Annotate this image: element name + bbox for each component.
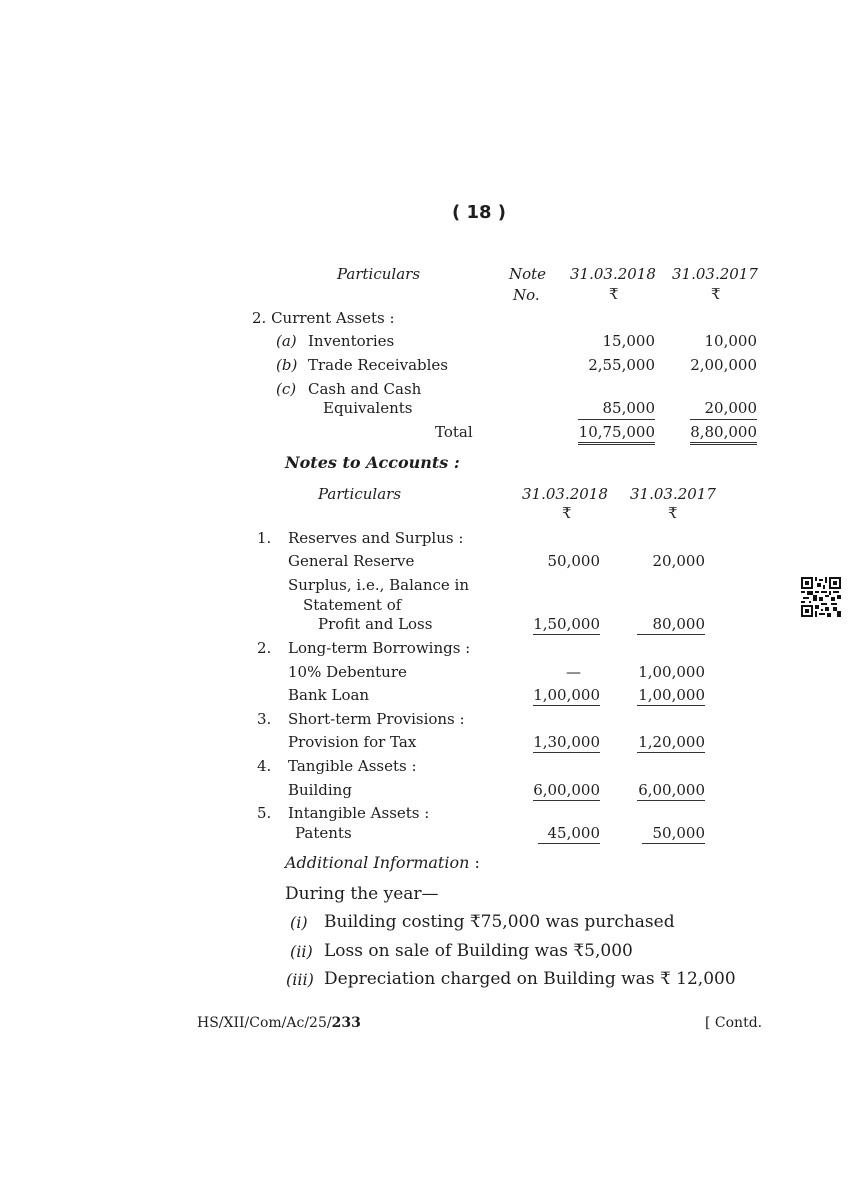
rupee-icon: ₹ — [562, 504, 572, 522]
rupee-icon: ₹ — [668, 504, 678, 522]
row-label: Trade Receivables — [308, 356, 449, 374]
additional-heading: Additional Information — [285, 853, 470, 872]
value-2017: 50,000 — [642, 824, 705, 844]
value-2018: 2,55,000 — [588, 356, 655, 374]
rupee-icon: ₹ — [609, 285, 619, 303]
item-mark: (iii) — [286, 970, 314, 989]
note-number: 1. — [257, 529, 272, 547]
value-2017: 20,000 — [652, 552, 705, 570]
value-2017: 10,000 — [704, 332, 757, 350]
footer-code: HS/XII/Com/Ac/25/ — [197, 1015, 332, 1031]
total-2017: 8,80,000 — [690, 423, 757, 445]
header-note: Note — [509, 265, 547, 283]
note-number: 3. — [257, 710, 272, 728]
note-title: Intangible Assets : — [288, 804, 430, 822]
note-number: 4. — [257, 757, 272, 775]
value-2018: 15,000 — [602, 332, 655, 350]
value-2017: 6,00,000 — [638, 781, 705, 799]
row-mark: (b) — [276, 356, 298, 374]
row-mark: (a) — [276, 332, 297, 350]
note-title: Reserves and Surplus : — [288, 529, 464, 547]
header-note-no: No. — [513, 286, 540, 304]
value-2018: 85,000 — [602, 399, 655, 417]
footer-code-bold: 233 — [331, 1015, 361, 1031]
value-2017: 2,00,000 — [690, 356, 757, 374]
value-2017: 80,000 — [637, 615, 705, 635]
value-2017: 1,20,000 — [638, 733, 705, 751]
note-title: Short-term Provisions : — [288, 710, 465, 728]
during-year: During the year— — [285, 884, 439, 904]
value-2017: 1,00,000 — [638, 686, 705, 704]
rupee-icon: ₹ — [711, 285, 721, 303]
value-2018: 50,000 — [547, 552, 600, 570]
value-2017: 20,000 — [704, 399, 757, 417]
value-2018: 45,000 — [538, 824, 600, 844]
notes-heading: Notes to Accounts : — [285, 453, 460, 472]
note-title: Long-term Borrowings : — [288, 639, 471, 657]
notes-header-particulars: Particulars — [318, 485, 402, 503]
row-label: Cash and Cash — [308, 380, 422, 398]
header-particulars: Particulars — [337, 265, 421, 283]
value-2017: 1,00,000 — [638, 663, 705, 681]
item-text: Loss on sale of Building was ₹5,000 — [324, 941, 633, 961]
value-2018: 6,00,000 — [533, 781, 600, 799]
item-label: Surplus, i.e., Balance in — [288, 576, 470, 594]
total-label: Total — [435, 423, 473, 441]
note-number: 5. — [257, 804, 272, 822]
section-current-assets: 2. Current Assets : — [252, 309, 395, 327]
value-2018: 1,00,000 — [533, 686, 600, 704]
sum-line — [690, 419, 757, 420]
value-2018: 1,50,000 — [533, 615, 600, 633]
item-label-cont: Profit and Loss — [318, 615, 433, 633]
row-mark: (c) — [276, 380, 297, 398]
item-text: Building costing ₹75,000 was purchased — [324, 912, 675, 932]
header-2017: 31.03.2017 — [672, 265, 758, 283]
total-2018: 10,75,000 — [578, 423, 655, 445]
note-title: Tangible Assets : — [288, 757, 417, 775]
item-mark: (ii) — [290, 942, 313, 961]
header-2018: 31.03.2018 — [570, 265, 656, 283]
item-label: Bank Loan — [288, 686, 370, 704]
page-number: ( 18 ) — [452, 202, 507, 223]
notes-header-2018: 31.03.2018 — [522, 485, 608, 503]
value-2018: 1,30,000 — [533, 733, 600, 751]
notes-header-2017: 31.03.2017 — [630, 485, 716, 503]
row-label-cont: Equivalents — [323, 399, 413, 417]
item-label: Building — [288, 781, 352, 799]
item-label: Provision for Tax — [288, 733, 417, 751]
item-mark: (i) — [290, 913, 308, 932]
qr-code-icon — [801, 577, 841, 617]
item-label: Patents — [295, 824, 352, 842]
sum-line — [578, 419, 655, 420]
item-label: General Reserve — [288, 552, 415, 570]
row-label: Inventories — [308, 332, 395, 350]
item-text: Depreciation charged on Building was ₹ 12,000 — [324, 969, 736, 989]
note-number: 2. — [257, 639, 272, 657]
item-label-cont: Statement of — [303, 596, 402, 614]
additional-colon: : — [474, 853, 480, 872]
value-2018: — — [566, 663, 581, 681]
footer-contd: [ Contd. — [705, 1015, 763, 1031]
item-label: 10% Debenture — [288, 663, 407, 681]
